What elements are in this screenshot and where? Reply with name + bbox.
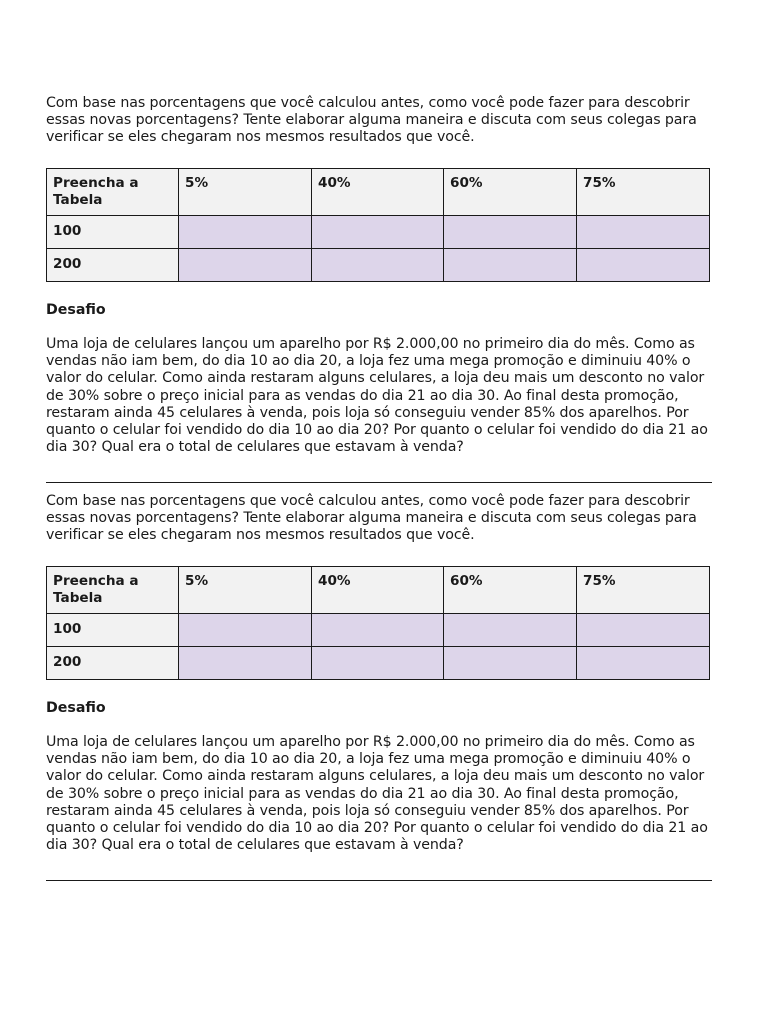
exercise-section-1 xyxy=(46,95,712,483)
table-header-cell: 40% xyxy=(312,169,444,216)
intro-paragraph: Com base nas porcentagens que você calculou antes, como você pode fazer para descobrir essas novas porcentagens? Tente elaborar alguma maneira e discuta com seus colegas para verificar se eles chegaram nos mesmos resultados que você. xyxy=(46,493,697,544)
exercise-section-2 xyxy=(46,493,712,881)
row-label: 100 xyxy=(47,614,179,647)
percentage-table xyxy=(46,566,710,680)
table-row xyxy=(47,614,710,647)
answer-cell[interactable] xyxy=(444,249,577,282)
table-header-cell: 60% xyxy=(444,567,577,614)
answer-cell[interactable] xyxy=(444,647,577,680)
table-header-cell: 75% xyxy=(577,169,710,216)
table-header-cell: 60% xyxy=(444,169,577,216)
row-label: 200 xyxy=(47,249,179,282)
answer-cell[interactable] xyxy=(577,614,710,647)
challenge-paragraph: Uma loja de celulares lançou um aparelho por R$ 2.000,00 no primeiro dia do mês. Como as vendas não iam bem, do dia 10 ao dia 20, a loja fez uma mega promoção e diminuiu 40% o valor do celular. Como ainda restaram alguns celulares, a loja deu mais um desconto no valor de 30% sobre o preço inicial para as vendas do dia 21 ao dia 30. Ao final desta promoção, restaram ainda 45 celulares à venda, pois loja só conseguiu vender 85% dos aparelhos. Por quanto o celular foi vendido do dia 10 ao dia 20? Por quanto o celular foi vendido do dia 21 ao dia 30? Qual era o total de celulares que estavam à venda? xyxy=(46,734,708,853)
table-header-row xyxy=(47,169,710,216)
answer-cell[interactable] xyxy=(179,647,312,680)
percentage-table xyxy=(46,168,710,282)
answer-cell[interactable] xyxy=(312,249,444,282)
row-label: 200 xyxy=(47,647,179,680)
table-header-cell: Preencha a Tabela xyxy=(47,567,179,614)
table-header-cell: 40% xyxy=(312,567,444,614)
answer-cell[interactable] xyxy=(444,614,577,647)
answer-cell[interactable] xyxy=(179,249,312,282)
table-row xyxy=(47,216,710,249)
answer-cell[interactable] xyxy=(312,216,444,249)
answer-cell[interactable] xyxy=(577,647,710,680)
answer-cell[interactable] xyxy=(179,614,312,647)
answer-cell[interactable] xyxy=(312,647,444,680)
answer-cell[interactable] xyxy=(577,249,710,282)
challenge-heading: Desafio xyxy=(46,700,106,717)
answer-line[interactable] xyxy=(46,880,712,881)
row-label: 100 xyxy=(47,216,179,249)
intro-paragraph: Com base nas porcentagens que você calculou antes, como você pode fazer para descobrir essas novas porcentagens? Tente elaborar alguma maneira e discuta com seus colegas para verificar se eles chegaram nos mesmos resultados que você. xyxy=(46,95,697,146)
table-header-row xyxy=(47,567,710,614)
answer-cell[interactable] xyxy=(312,614,444,647)
answer-cell[interactable] xyxy=(444,216,577,249)
challenge-paragraph: Uma loja de celulares lançou um aparelho por R$ 2.000,00 no primeiro dia do mês. Como as vendas não iam bem, do dia 10 ao dia 20, a loja fez uma mega promoção e diminuiu 40% o valor do celular. Como ainda restaram alguns celulares, a loja deu mais um desconto no valor de 30% sobre o preço inicial para as vendas do dia 21 ao dia 30. Ao final desta promoção, restaram ainda 45 celulares à venda, pois loja só conseguiu vender 85% dos aparelhos. Por quanto o celular foi vendido do dia 10 ao dia 20? Por quanto o celular foi vendido do dia 21 ao dia 30? Qual era o total de celulares que estavam à venda? xyxy=(46,336,708,455)
table-header-cell: Preencha a Tabela xyxy=(47,169,179,216)
table-header-cell: 5% xyxy=(179,567,312,614)
challenge-heading: Desafio xyxy=(46,302,106,319)
table-row xyxy=(47,647,710,680)
answer-cell[interactable] xyxy=(179,216,312,249)
answer-line[interactable] xyxy=(46,482,712,483)
table-header-cell: 5% xyxy=(179,169,312,216)
table-header-cell: 75% xyxy=(577,567,710,614)
table-row xyxy=(47,249,710,282)
answer-cell[interactable] xyxy=(577,216,710,249)
